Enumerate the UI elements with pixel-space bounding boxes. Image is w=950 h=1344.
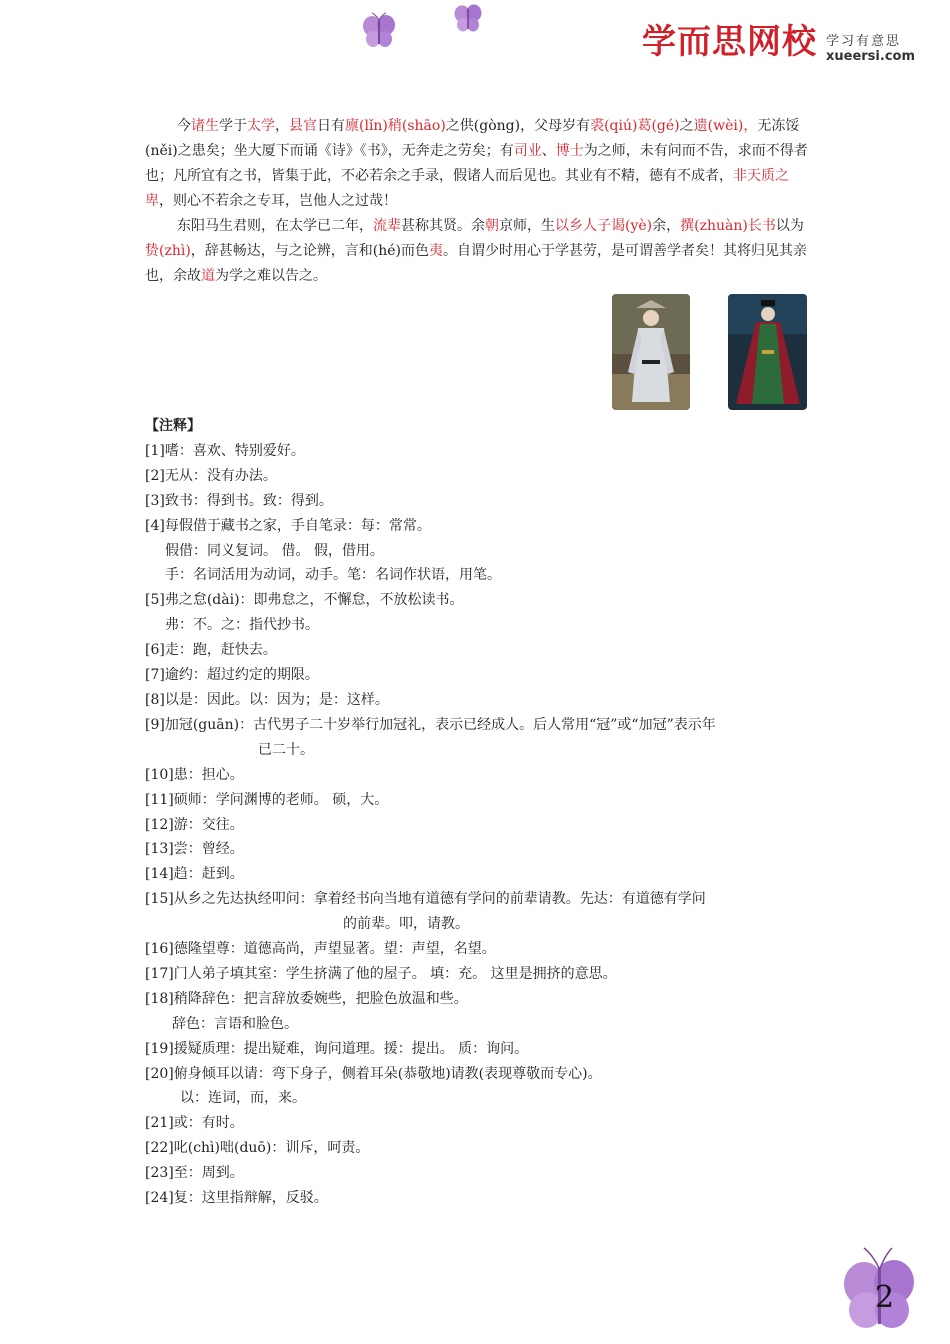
passage-text: 。自谓少时用心于学甚劳，是可谓善学者矣！其将归见其亲也，余故 (145, 243, 808, 284)
note-line: [20]俯身倾耳以请：弯下身子，侧着耳朵(恭敬地)请教(表现尊敬而专心)。 (145, 1065, 602, 1082)
note-line: [22]叱(chì)咄(duō)：训斥，呵责。 (145, 1140, 370, 1157)
passage-text: 无冻馁(něi)之患矣；坐大厦下而诵《诗》《书》，无奔走之劳矣；有 (145, 118, 800, 159)
scholar-costume-photo (612, 294, 690, 410)
note-line: [16]德隆望尊：道德高尚，声望显著。望：声望，名望。 (145, 941, 496, 958)
highlighted-term: 司业 (513, 143, 542, 159)
annotations (145, 414, 815, 1211)
note-line: 弗：不。之：指代抄书。 (165, 617, 319, 634)
highlighted-term: 博士 (555, 143, 584, 159)
highlighted-term: 太学 (247, 118, 275, 134)
note-line: [4]每假借于藏书之家，手自笔录：每：常常。 (145, 517, 431, 534)
passage-text: 日有 (317, 118, 345, 134)
brand-name: 学而思网校 (642, 22, 817, 62)
note-line: 辞色：言语和脸色。 (172, 1015, 298, 1032)
highlighted-term: 流辈 (373, 218, 401, 234)
highlighted-term: 裘(qiú)葛(gé) (590, 118, 680, 134)
note-line: 手：名词活用为动词，动手。笔：名词作状语，用笔。 (165, 567, 501, 584)
highlighted-term: 夷 (429, 243, 444, 259)
passage-text: 京师，生 (499, 218, 555, 234)
passage-paragraph (145, 214, 810, 289)
butterfly-icon (452, 2, 484, 34)
passage-text: 之供(gòng)，父母岁有 (445, 118, 591, 134)
note-line: [14]趋：赶到。 (145, 866, 244, 883)
note-line: [9]加冠(guān)：古代男子二十岁举行加冠礼，表示已经成人。后人常用“冠”或“加冠”表示年 (145, 716, 716, 733)
highlighted-term: 廪(lǐn)稍(shāo) (345, 118, 446, 134)
note-line: [1]嗜：喜欢、特别爱好。 (145, 442, 305, 459)
brand-slogan: 学习有意思 (826, 34, 902, 49)
butterfly-icon (360, 12, 398, 50)
note-line: [8]以是：因此。以：因为；是：这样。 (145, 691, 389, 708)
passage-text: ，则心不若余之专耳，岂他人之过哉！ (159, 193, 397, 209)
passage-text: 以为 (775, 218, 804, 234)
note-line: [6]走：跑，赶快去。 (145, 642, 277, 659)
highlighted-term: 县官 (289, 118, 317, 134)
passage-text: ，辞甚畅达，与之论辨，言和(hé)而色 (190, 243, 430, 259)
note-line: 以：连词，而，来。 (180, 1090, 306, 1107)
notes-list (145, 439, 815, 1211)
note-line: 假借：同义复词。 借。 假，借用。 (165, 542, 384, 559)
note-line: [19]援疑质理：提出疑难，询问道理。援：提出。 质：询问。 (145, 1040, 529, 1057)
highlighted-term: 朝 (485, 218, 499, 234)
passage-paragraph (145, 114, 810, 214)
passage-text: ， (275, 118, 289, 134)
passage-text: 学于 (219, 118, 247, 134)
note-line: 的前辈。叩，请教。 (343, 916, 469, 933)
note-line: [17]门人弟子填其室：学生挤满了他的屋子。 填：充。 这里是拥挤的意思。 (145, 965, 617, 982)
highlighted-term: 诸生 (191, 118, 219, 134)
note-line: [11]硕师：学问渊博的老师。 硕，大。 (145, 791, 389, 808)
passage-text: 余， (652, 218, 681, 234)
highlighted-term: 贽(zhì) (145, 243, 191, 259)
highlighted-term: 遗(wèi)， (693, 118, 758, 134)
brand-logo (642, 22, 922, 68)
passage-text: 为学之难以告之。 (215, 268, 327, 284)
classical-passage (145, 114, 810, 289)
official-costume-photo (728, 294, 807, 410)
note-line: 已二十。 (258, 741, 314, 758)
highlighted-term: 以乡人子谒(yè) (555, 218, 653, 234)
highlighted-term: 非天质之卑 (145, 168, 789, 209)
note-line: [13]尝：曾经。 (145, 841, 244, 858)
highlighted-term: 撰(zhuàn)长书 (680, 218, 776, 234)
passage-text: 、 (541, 143, 556, 159)
note-line: [23]至：周到。 (145, 1165, 244, 1182)
highlighted-term: 道 (201, 268, 215, 284)
passage-text: 之 (679, 118, 694, 134)
page-number-badge (840, 1244, 920, 1334)
brand-domain: xueersi.com (826, 49, 916, 64)
note-line: [15]从乡之先达执经叩问：拿着经书向当地有道德有学问的前辈请教。先达：有道德有学问 (145, 891, 706, 908)
notes-title: 【注释】 (145, 418, 201, 434)
passage-text: 甚称其贤。余 (401, 218, 485, 234)
page-number: 2 (875, 1280, 895, 1315)
note-line: [2]无从：没有办法。 (145, 467, 277, 484)
passage-text: 为之师，未有问而不告，求而不得者也；凡所宜有之书，皆集于此，不必若余之手录，假诸人而后见也。其业有不精，德有不成者， (145, 143, 808, 184)
note-line: [7]逾约：超过约定的期限。 (145, 667, 319, 684)
note-line: [5]弗之怠(dài)：即弗怠之，不懈怠，不放松读书。 (145, 592, 464, 609)
note-line: [24]复：这里指辩解，反驳。 (145, 1190, 328, 1207)
note-line: [10]患：担心。 (145, 766, 244, 783)
passage-text: 今 (177, 118, 191, 134)
passage-text: 东阳马生君则，在太学已二年， (177, 218, 373, 234)
note-line: [18]稍降辞色：把言辞放委婉些，把脸色放温和些。 (145, 990, 468, 1007)
note-line: [12]游：交往。 (145, 816, 244, 833)
note-line: [3]致书：得到书。致：得到。 (145, 492, 333, 509)
note-line: [21]或：有时。 (145, 1115, 244, 1132)
